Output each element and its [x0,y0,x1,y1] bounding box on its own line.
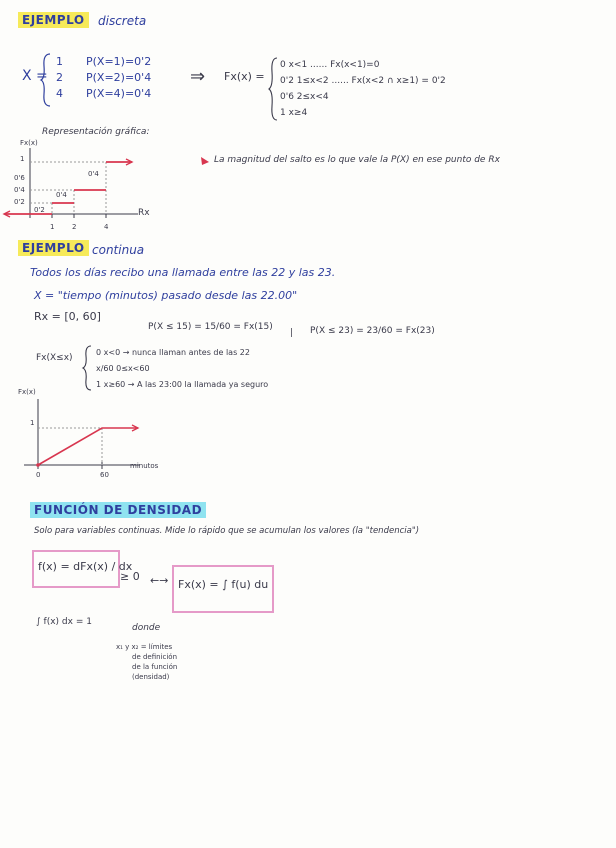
continua-line-2: X = "tiempo (minutos) pasado desde las 22.00" [34,289,298,302]
graph-x-tick-1: 1 [50,223,55,231]
jump-label-4: 0'4 [88,170,99,178]
continua-prob-bar: | [290,328,294,338]
donde-label: donde [132,623,161,633]
brace-fx-continua [82,344,92,392]
graph-y-tick-04: 0'4 [14,186,25,194]
continua-prob-23: P(X ≤ 23) = 23/60 = Fx(23) [310,326,435,336]
graph-x-tick-0: 0 [36,471,41,479]
section-title-funcion-densidad: FUNCIÓN DE DENSIDAD [30,502,206,518]
graph-x-tick-60: 60 [100,471,109,479]
formula-cdf-integral: Fx(x) = ∫ f(u) du [178,578,269,591]
fx-label-continua: Fx(X≤x) [36,353,73,363]
integral-equals-one: ∫ f(x) dx = 1 [36,617,92,627]
jump-magnitude-note: La magnitud del salto es lo que vale la P(X) en ese punto de Rx [214,155,500,165]
prob-x2: P(X=2)=0'4 [86,71,152,84]
formula-ge-zero: ≥ 0 [120,570,140,583]
limits-note-line-2: de definición [132,653,178,661]
continua-line-1: Todos los días recibo una llamada entre las 22 y las 23. [30,266,336,279]
left-brace-discreta [40,52,52,108]
graph-y-label-discreta: Fx(x) [20,139,38,147]
section-subtitle-discreta: discreta [98,14,147,28]
variable-x-label: X = [22,68,48,84]
fx-case-3: 0'6 2≤x<4 [280,92,329,102]
fx-continua-case-3: 1 x≥60 → A las 23:00 la llamada ya seguro [96,380,269,389]
graph-x-tick-4: 4 [104,223,109,231]
discrete-probabilities-list [86,54,151,102]
continua-prob-15: P(X ≤ 15) = 15/60 = Fx(15) [148,322,273,332]
discrete-values-list [56,54,63,102]
jump-label-1: 0'2 [34,206,45,214]
graph-y-label-continua: Fx(x) [18,388,36,396]
fx-cases-continua [96,345,268,393]
discrete-step-graph [0,140,140,230]
graph-x-label-discreta: Rx [138,208,150,218]
fx-case-4: 1 x≥4 [280,108,308,118]
fx-continua-case-1: 0 x<0 → nunca llaman antes de las 22 [96,348,250,357]
implies-arrow: ⇒ [190,66,206,87]
equivalence-arrow: ←→ [150,574,169,587]
graph-caption-discreta: Representación gráfica: [42,127,150,137]
graph-x-label-continua: minutos [130,462,159,470]
section-subtitle-continua: continua [92,243,145,257]
graph-y-tick-1: 1 [20,155,25,163]
value-2: 2 [56,71,63,84]
value-4: 4 [56,87,63,100]
jump-label-2: 0'4 [56,191,67,199]
section-title-ejemplo-continua: EJEMPLO [18,240,89,256]
prob-x1: P(X=1)=0'2 [86,55,152,68]
graph-y-tick-02: 0'2 [14,198,25,206]
limits-note [116,642,177,682]
brace-fx-discreta [268,56,278,122]
fx-case-2: 0'2 1≤x<2 ...... Fx(x<2 ∩ x≥1) = 0'2 [280,76,446,86]
formula-density: f(x) = dFx(x) / dx [38,560,133,573]
limits-note-line-4: (densidad) [132,673,170,681]
prob-x4: P(X=4)=0'4 [86,87,152,100]
red-pointer-icon [200,156,210,166]
graph-x-tick-2: 2 [72,223,77,231]
fx-continua-case-2: x/60 0≤x<60 [96,364,150,373]
continuous-cdf-graph [10,395,150,475]
continua-line-3: Rx = [0, 60] [34,310,101,323]
densidad-line-1: Solo para variables continuas. Mide lo rápido que se acumulan los valores (la "tendencia") [34,526,420,536]
limits-note-line-1: x₁ y x₂ = límites [116,643,173,651]
fx-label-discreta: Fx(x) = [224,70,265,83]
section-title-ejemplo-discreta: EJEMPLO [18,12,89,28]
cdf-line [38,428,138,465]
fx-case-1: 0 x<1 ...... Fx(x<1)=0 [280,60,380,70]
graph-y-tick-continua: 1 [30,419,35,427]
value-1: 1 [56,55,63,68]
limits-note-line-3: de la función [132,663,178,671]
graph-y-tick-06: 0'6 [14,174,25,182]
fx-cases-discreta [280,57,446,121]
